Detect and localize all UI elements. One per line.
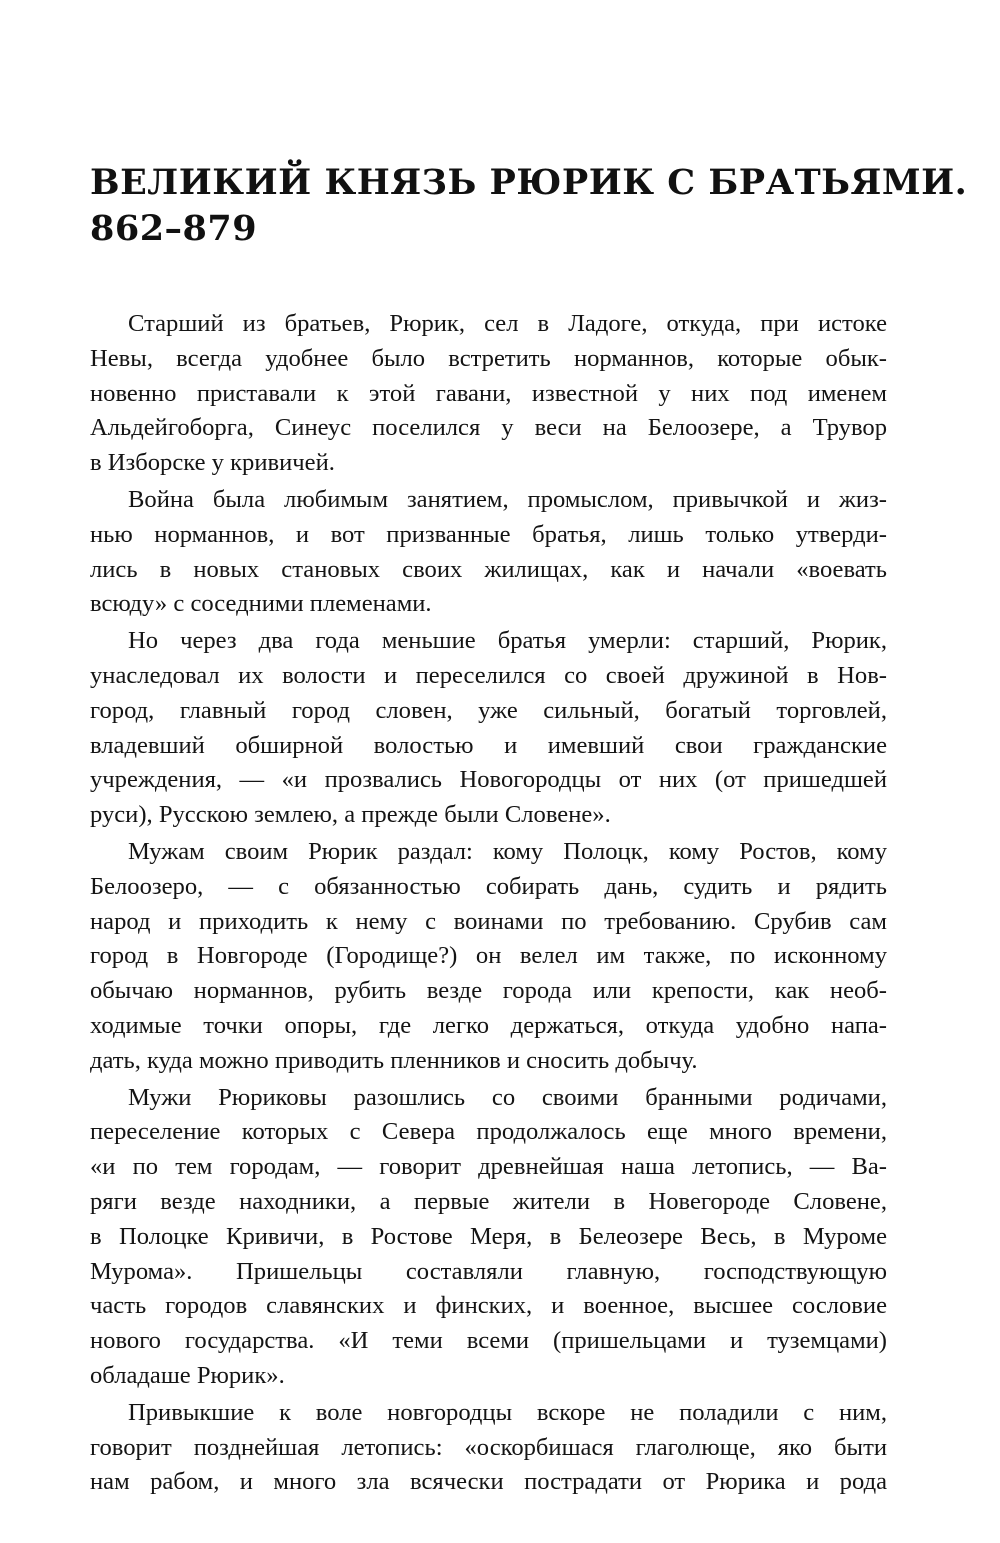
text-line: лись в новых становых своих жилищах, как и начали «воевать bbox=[90, 555, 887, 583]
text-line: Невы, всегда удобнее было встретить норманнов, которые обык- bbox=[90, 344, 887, 372]
text-line: «и по тем городам, — говорит древнейшая наша летопись, — Ва- bbox=[90, 1153, 887, 1181]
text-line: часть городов славянских и финских, и военное, высшее сословие bbox=[90, 1292, 887, 1320]
text-line: говорит позднейшая летопись: «оскорбишася глаголюще, яко быти bbox=[90, 1433, 887, 1461]
text-line: дать, куда можно приводить пленников и сносить добычу. bbox=[90, 1046, 698, 1074]
text-line: переселение которых с Севера продолжалось еще много времени, bbox=[90, 1118, 887, 1146]
paragraph bbox=[90, 483, 887, 622]
text-line: нового государства. «И теми всеми (пришельцами и туземцами) bbox=[90, 1327, 887, 1355]
text-line: Мужи Рюриковы разошлись со своими бранными родичами, bbox=[128, 1083, 887, 1111]
text-line: город в Новгороде (Городище?) он велел им также, по исконному bbox=[90, 942, 887, 970]
text-line: владевший обширной волостью и имевший свои гражданские bbox=[90, 731, 887, 759]
text-line: Мужам своим Рюрик раздал: кому Полоцк, кому Ростов, кому bbox=[128, 837, 887, 865]
text-line: народ и приходить к нему с воинами по требованию. Срубив сам bbox=[90, 907, 887, 935]
text-line: в Изборске у кривичей. bbox=[90, 449, 335, 477]
text-line: ряги везде находники, а первые жители в Новегороде Словене, bbox=[90, 1187, 887, 1215]
text-line: Старший из братьев, Рюрик, сел в Ладоге, откуда, при истоке bbox=[128, 310, 887, 337]
text-line: Альдейгоборга, Синеус поселился у веси на Белоозере, а Трувор bbox=[90, 414, 887, 442]
paragraph bbox=[90, 624, 887, 833]
chapter-title-name: ВЕЛИКИЙ КНЯЗЬ РЮРИК С БРАТЬЯМИ. bbox=[90, 162, 968, 203]
text-line: обычаю норманнов, рубить везде города или крепости, как необ- bbox=[90, 977, 887, 1005]
text-line: Белоозеро, — с обязанностью собирать дань, судить и рядить bbox=[90, 872, 887, 900]
text-line: нью норманнов, и вот призванные братья, лишь только утверди- bbox=[90, 520, 887, 548]
text-line: руси), Русскою землею, а прежде были Словене». bbox=[90, 801, 611, 829]
text-line: обладаше Рюрик». bbox=[90, 1361, 285, 1389]
paragraph bbox=[90, 307, 887, 481]
text-line: Привыкшие к воле новгородцы вскоре не поладили с ним, bbox=[128, 1398, 887, 1426]
text-line: новенно приставали к этой гавани, известной у них под именем bbox=[90, 379, 887, 407]
text-line: Но через два года меньшие братья умерли: старший, Рюрик, bbox=[128, 627, 887, 655]
text-line: учреждения, — «и прозвались Новогородцы от них (от пришедшей bbox=[90, 766, 887, 794]
chapter-body bbox=[90, 307, 887, 1502]
text-line: город, главный город словен, уже сильный, богатый торговлей, bbox=[90, 696, 887, 724]
chapter-title-years: 862–879 bbox=[90, 208, 258, 249]
paragraph bbox=[90, 1081, 887, 1394]
text-line: нам рабом, и много зла всячески пострадати от Рюрика и рода bbox=[90, 1468, 887, 1496]
chapter-title bbox=[90, 160, 968, 252]
text-line: Мурома». Пришельцы составляли главную, господствующую bbox=[90, 1257, 887, 1285]
paragraph bbox=[90, 1396, 887, 1500]
text-line: унаследовал их волости и переселился со своей дружиной в Нов- bbox=[90, 661, 887, 689]
text-line: в Полоцке Кривичи, в Ростове Меря, в Белеозере Весь, в Муроме bbox=[90, 1222, 887, 1250]
paragraph bbox=[90, 835, 887, 1079]
text-line: всюду» с соседними племенами. bbox=[90, 590, 432, 618]
text-line: ходимые точки опоры, где легко держаться, откуда удобно напа- bbox=[90, 1011, 887, 1039]
text-line: Война была любимым занятием, промыслом, привычкой и жиз- bbox=[128, 485, 887, 513]
